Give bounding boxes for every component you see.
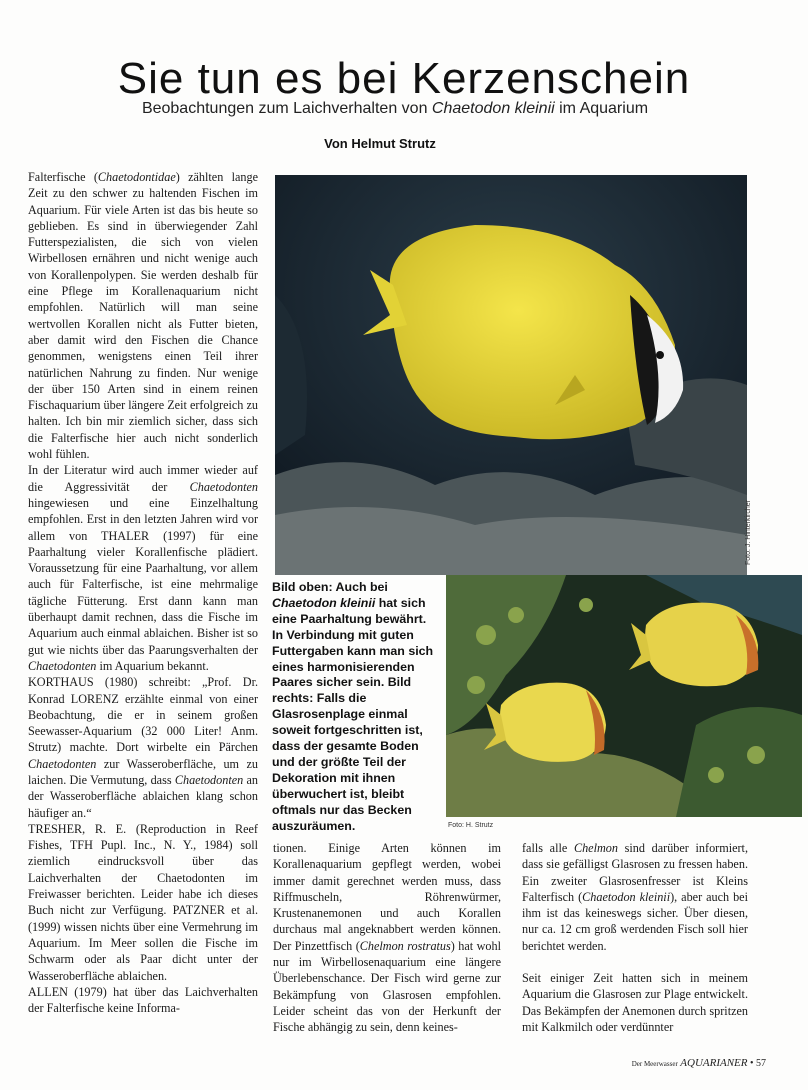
italic-term: Chaetodonten <box>28 756 97 771</box>
paragraph-continued <box>273 840 501 1036</box>
italic-term: Chaetodonten <box>174 772 244 787</box>
paragraph-aggression <box>28 462 258 674</box>
text-run: ) zählten lange Zeit zu den schwer zu haltenden Fischen im Aquarium. Für viele Arten ist das bis heute so geblieben. Es sind in überwiegender Zahl Futterspezialisten, die sich von vielen Wirbellosen ernähren und nicht wenige auch von Korallenpolypen. Sie werden deshalb für eine Pflege im Korallenaquarium nicht empfohlen. Natürlich will man seine wertvollen Korallen nicht als Futter bieten, aber damit wird den Fischen die Chance genommen, wenigstens einen Teil ihrer natürlichen Nahrung zu finden. Nur wenige der über 150 Arten sind in einem reinen Fischaquarium über längere Zeit erfolgreich zu halten. Ich bin mir ziemlich sicher, dass sich die Falterfische hier auch nicht sonderlich wohl fühlen. <box>28 170 258 462</box>
paragraph-allen: ALLEN (1979) hat über das Laichverhalten der Falterfische keine Informa- <box>28 984 258 1016</box>
article-title: Sie tun es bei Kerzenschein <box>117 54 691 103</box>
article-subtitle <box>0 100 790 118</box>
paragraph-korthaus <box>28 674 258 821</box>
text-run: Bild oben: Auch bei <box>272 580 388 594</box>
text-run: zur Wasseroberfläche, um zu laichen. Die Vermutung, dass <box>28 756 258 787</box>
magazine-name-small: Der Meerwasser <box>631 1060 678 1068</box>
photo-caption <box>272 580 438 835</box>
text-run: Falterfische ( <box>28 170 98 184</box>
text-run: an der Wasseroberfläche ablaichen klang schon häufiger an.“ <box>28 772 258 820</box>
photo-illustration <box>275 175 747 575</box>
italic-term: Chaetodontidae <box>97 170 176 184</box>
italic-term: Chaetodon kleinii <box>272 595 376 610</box>
footer-separator: • <box>749 1058 754 1069</box>
photo-credit-right: Foto: H. Strutz <box>448 822 494 829</box>
subtitle-text-pre: Beobachtungen zum Laichverhalten von <box>141 100 432 117</box>
italic-term: Chaetodonten <box>189 479 258 494</box>
paragraph-intro <box>28 169 258 462</box>
text-column-right <box>522 840 748 1035</box>
subtitle-species: Chaetodon kleinii <box>431 100 555 117</box>
text-run: falls alle <box>522 841 574 855</box>
subtitle-text-post: im Aquarium <box>554 100 649 117</box>
photo-credit-top: Foto: J. Hinterkircher <box>745 500 752 565</box>
italic-term: Chelmon <box>573 841 618 855</box>
text-run: ), aber auch bei ihm ist das keineswegs sicher. Über diesen, nur ca. 12 cm groß werdenden Fisch soll hier berichtet werden. <box>522 889 748 953</box>
italic-term: Chelmon rostratus <box>359 938 451 953</box>
text-run: In der Literatur wird auch immer wieder auf die Aggressivität der <box>28 463 258 494</box>
italic-term: Chaetodonten <box>28 658 97 673</box>
paragraph-tresher: TRESHER, R. E. (Reproduction in Reef Fishes, TFH Pupl. Inc., N. Y., 1984) soll ziemlich eindrucksvoll über das Laichverhalten der Chaetodonten im Freiwasser berichten. Leider habe ich dieses Buch nicht zur Verfügung. PATZNER et al. (1999) wissen nichts über eine Vermehrung im Aquarium. Im Meer sollen die Fische im Schwarm oder als Paar dicht unter der Wasseroberfläche ablaichen. <box>28 821 258 983</box>
magazine-logo: AQUARIANER <box>680 1057 748 1069</box>
text-run: ) hat wohl nur im Wirbellosenaquarium eine längere Überlebenschance. Der Fisch wird gerne zur Bekämpfung von Glasrosen empfohlen. Leider scheint das von der Herkunft der Fische abhängig zu sein, denn keines- <box>273 938 501 1035</box>
photo-butterflyfish-pair <box>446 575 802 817</box>
text-run: sind darüber informiert, dass sie gefälligst Glasrosen zu fressen haben. Ein zweiter Glasrosenfresser ist Kleins Falterfisch ( <box>522 841 748 904</box>
text-run: tionen. Einige Arten können im Korallenaquarium gepflegt werden, wobei immer damit gerechnet werden muss, dass Riffmuscheln, Röhrenwürmer, Krustenanemonen und auch Korallen durchaus mal angeknabbert werden können. Der Pinzettfisch ( <box>273 841 501 953</box>
text-column-middle <box>273 840 501 1036</box>
text-run: hat sich eine Paarhaltung bewährt. In Verbindung mit guten Futtergaben kann man sich eines harmonisierenden Paares sicher sein. Bild rechts: Falls die Glasrosenplage einmal soweit fortgeschritten ist, dass der gesamte Boden und der größte Teil der Dekoration mit ihnen überwuchert ist, bleibt oftmals nur das Becken auszuräumen. <box>272 595 434 833</box>
text-run: KORTHAUS (1980) schreibt: „Prof. Dr. Konrad LORENZ erzählte einmal von einer Beobachtung, die er in seinem großen Seewasser-Aquarium (32 000 Liter! Anm. Strutz) machte. Dort wirbelte ein Pärchen <box>28 675 258 755</box>
photo-illustration <box>446 575 802 817</box>
page-footer <box>632 1057 766 1069</box>
page-number: 57 <box>756 1058 766 1069</box>
text-run: im Aquarium bekannt. <box>96 658 209 673</box>
paragraph-chelmon <box>522 840 748 954</box>
text-run: hingewiesen und eine Einzelhaltung empfohlen. Erst in den letzten Jahren wird vor allem von THALER (1997) für eine Paarhaltung vieler Korallenfische plädiert. Voraussetzung für eine Paarhaltung, vor allem auch für Falterfische, ist eine mehrmalige tägliche Fütterung. Erst dann kann man überhaupt damit rechnen, dass die Fische im Aquarium auch einmal ablaichen. Bisher ist so gut wie nichts über das Paarungsverhalten der <box>28 495 258 657</box>
italic-term: Chaetodon kleinii <box>582 889 671 904</box>
paragraph-glasrosen: Seit einiger Zeit hatten sich in meinem Aquarium die Glasrosen zur Plage entwickelt. Das Bekämpfen der Anemonen durch spritzen mit Kalkmilch oder verdünnter <box>522 971 748 1034</box>
author-byline: Von Helmut Strutz <box>324 136 436 151</box>
text-column-left <box>28 169 258 1016</box>
photo-butterflyfish-single <box>275 175 747 575</box>
